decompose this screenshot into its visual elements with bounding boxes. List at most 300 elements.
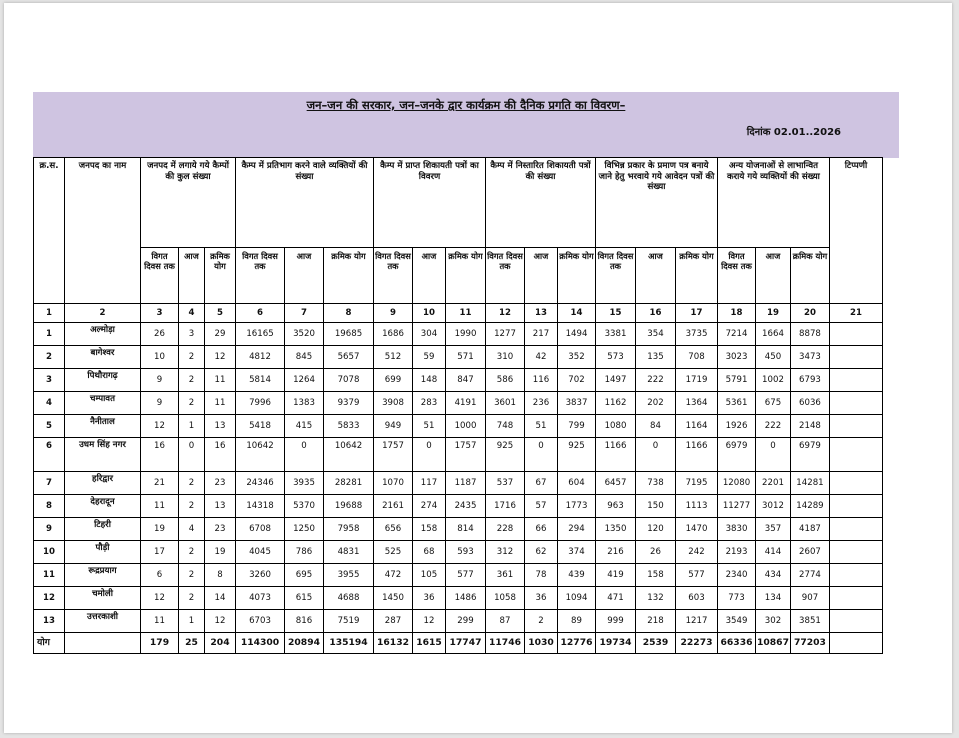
subheader-today: आज: [285, 248, 324, 304]
value-cell: 2435: [446, 495, 486, 518]
column-number-cell: 17: [676, 304, 718, 323]
total-label-cell: योग: [34, 633, 65, 654]
value-cell: 12: [141, 415, 179, 438]
value-cell: 3549: [718, 610, 756, 633]
value-cell: 7958: [324, 518, 374, 541]
value-cell: 1926: [718, 415, 756, 438]
value-cell: 512: [374, 346, 413, 369]
value-cell: 773: [718, 587, 756, 610]
value-cell: 51: [413, 415, 446, 438]
total-remarks-cell: [829, 633, 882, 654]
value-cell: 3601: [486, 392, 525, 415]
value-cell: 907: [790, 587, 829, 610]
serial-number-cell: 2: [34, 346, 65, 369]
value-cell: 814: [446, 518, 486, 541]
value-cell: 1250: [285, 518, 324, 541]
value-cell: 1187: [446, 472, 486, 495]
value-cell: 8878: [790, 323, 829, 346]
value-cell: 7519: [324, 610, 374, 633]
value-cell: 738: [636, 472, 676, 495]
progress-table: [33, 157, 883, 654]
table-row: [34, 415, 883, 438]
value-cell: 471: [596, 587, 636, 610]
value-cell: 1383: [285, 392, 324, 415]
value-cell: 8: [205, 564, 236, 587]
value-cell: 5791: [718, 369, 756, 392]
value-cell: 66: [525, 518, 558, 541]
value-cell: 116: [525, 369, 558, 392]
value-cell: 26: [141, 323, 179, 346]
value-cell: 675: [756, 392, 791, 415]
value-cell: 287: [374, 610, 413, 633]
district-name-cell: पौड़ी: [65, 541, 141, 564]
value-cell: 6036: [790, 392, 829, 415]
total-value-cell: 19734: [596, 633, 636, 654]
value-cell: 1494: [558, 323, 596, 346]
value-cell: 12: [141, 587, 179, 610]
table-row: [34, 438, 883, 472]
value-cell: 2148: [790, 415, 829, 438]
value-cell: 242: [676, 541, 718, 564]
value-cell: 0: [179, 438, 205, 472]
value-cell: 132: [636, 587, 676, 610]
value-cell: 216: [596, 541, 636, 564]
remarks-cell: [829, 587, 882, 610]
total-row: [34, 633, 883, 654]
subheader-cumulative: क्रमिक योग: [790, 248, 829, 304]
value-cell: 537: [486, 472, 525, 495]
value-cell: 12: [205, 610, 236, 633]
value-cell: 4812: [236, 346, 285, 369]
value-cell: 11: [205, 369, 236, 392]
value-cell: 2161: [374, 495, 413, 518]
value-cell: 158: [636, 564, 676, 587]
header-complaints: कैम्प में प्राप्त शिकायती पत्रों का विवरण: [374, 158, 486, 248]
value-cell: 1757: [374, 438, 413, 472]
column-number-cell: 3: [141, 304, 179, 323]
column-number-cell: 18: [718, 304, 756, 323]
value-cell: 9379: [324, 392, 374, 415]
district-name-cell: उधम सिंह नगर: [65, 438, 141, 472]
value-cell: 374: [558, 541, 596, 564]
remarks-cell: [829, 541, 882, 564]
district-name-cell: हरिद्वार: [65, 472, 141, 495]
value-cell: 3908: [374, 392, 413, 415]
subheader-previous: विगत दिवस तक: [718, 248, 756, 304]
header-resolved: कैम्प में निस्तारित शिकायती पत्रों की संख्या: [486, 158, 596, 248]
value-cell: 1350: [596, 518, 636, 541]
value-cell: 19688: [324, 495, 374, 518]
value-cell: 604: [558, 472, 596, 495]
serial-number-cell: 12: [34, 587, 65, 610]
total-value-cell: 77203: [790, 633, 829, 654]
column-number-cell: 14: [558, 304, 596, 323]
value-cell: 3520: [285, 323, 324, 346]
value-cell: 577: [446, 564, 486, 587]
subheader-today: आज: [179, 248, 205, 304]
column-number-cell: 10: [413, 304, 446, 323]
value-cell: 1217: [676, 610, 718, 633]
remarks-cell: [829, 392, 882, 415]
value-cell: 5418: [236, 415, 285, 438]
value-cell: 1470: [676, 518, 718, 541]
value-cell: 19: [205, 541, 236, 564]
value-cell: 450: [756, 346, 791, 369]
value-cell: 1002: [756, 369, 791, 392]
district-name-cell: पिथौरागढ़: [65, 369, 141, 392]
district-name-cell: देहरादून: [65, 495, 141, 518]
value-cell: 1664: [756, 323, 791, 346]
value-cell: 135: [636, 346, 676, 369]
total-value-cell: 20894: [285, 633, 324, 654]
value-cell: 3935: [285, 472, 324, 495]
value-cell: 354: [636, 323, 676, 346]
value-cell: 217: [525, 323, 558, 346]
value-cell: 51: [525, 415, 558, 438]
remarks-cell: [829, 438, 882, 472]
header-participants: कैम्प में प्रतिभाग करने वाले व्यक्तियों की संख्या: [236, 158, 374, 248]
value-cell: 14318: [236, 495, 285, 518]
value-cell: 615: [285, 587, 324, 610]
value-cell: 434: [756, 564, 791, 587]
value-cell: 23: [205, 472, 236, 495]
subheader-today: आज: [525, 248, 558, 304]
value-cell: 708: [676, 346, 718, 369]
value-cell: 1990: [446, 323, 486, 346]
value-cell: 3735: [676, 323, 718, 346]
value-cell: 2: [179, 369, 205, 392]
value-cell: 202: [636, 392, 676, 415]
total-value-cell: 16132: [374, 633, 413, 654]
remarks-cell: [829, 323, 882, 346]
value-cell: 10: [141, 346, 179, 369]
value-cell: 999: [596, 610, 636, 633]
total-value-cell: 22273: [676, 633, 718, 654]
column-number-cell: 11: [446, 304, 486, 323]
value-cell: 357: [756, 518, 791, 541]
report-date: दिनांक 02.01..2026: [746, 127, 841, 138]
title-banner: [33, 92, 899, 158]
total-value-cell: 66336: [718, 633, 756, 654]
total-value-cell: 11746: [486, 633, 525, 654]
value-cell: 218: [636, 610, 676, 633]
value-cell: 105: [413, 564, 446, 587]
value-cell: 222: [756, 415, 791, 438]
value-cell: 3837: [558, 392, 596, 415]
value-cell: 11: [205, 392, 236, 415]
total-value-cell: 1030: [525, 633, 558, 654]
serial-number-cell: 6: [34, 438, 65, 472]
value-cell: 571: [446, 346, 486, 369]
column-number-cell: 2: [65, 304, 141, 323]
value-cell: 310: [486, 346, 525, 369]
header-benefited: अन्य योजनाओं से लाभान्वित कराये गये व्यक्तियों की संख्या: [718, 158, 830, 248]
value-cell: 84: [636, 415, 676, 438]
value-cell: 2: [179, 392, 205, 415]
value-cell: 5657: [324, 346, 374, 369]
value-cell: 3955: [324, 564, 374, 587]
value-cell: 120: [636, 518, 676, 541]
table-row: [34, 587, 883, 610]
district-name-cell: नैनीताल: [65, 415, 141, 438]
value-cell: 11: [141, 495, 179, 518]
subheader-cumulative: क्रमिक योग: [324, 248, 374, 304]
value-cell: 4688: [324, 587, 374, 610]
report-title: जन–जन की सरकार, जन–जनके द्वार कार्यक्रम की दैनिक प्रगति का विवरण–: [306, 98, 626, 112]
district-name-cell: उत्तरकाशी: [65, 610, 141, 633]
column-number-cell: 1: [34, 304, 65, 323]
value-cell: 158: [413, 518, 446, 541]
total-value-cell: 204: [205, 633, 236, 654]
value-cell: 963: [596, 495, 636, 518]
serial-number-cell: 1: [34, 323, 65, 346]
value-cell: 4: [179, 518, 205, 541]
subheader-cumulative: क्रमिक योग: [676, 248, 718, 304]
value-cell: 6457: [596, 472, 636, 495]
value-cell: 68: [413, 541, 446, 564]
table-row: [34, 495, 883, 518]
value-cell: 17: [141, 541, 179, 564]
value-cell: 5361: [718, 392, 756, 415]
value-cell: 29: [205, 323, 236, 346]
value-cell: 24346: [236, 472, 285, 495]
column-number-cell: 6: [236, 304, 285, 323]
value-cell: 2774: [790, 564, 829, 587]
value-cell: 6708: [236, 518, 285, 541]
value-cell: 2340: [718, 564, 756, 587]
value-cell: 13: [205, 415, 236, 438]
value-cell: 9: [141, 369, 179, 392]
table-row: [34, 392, 883, 415]
value-cell: 7996: [236, 392, 285, 415]
value-cell: 5370: [285, 495, 324, 518]
table-row: [34, 472, 883, 495]
header-sno: क्र.स.: [34, 158, 65, 304]
value-cell: 3: [179, 323, 205, 346]
value-cell: 0: [525, 438, 558, 472]
district-name-cell: बागेश्वर: [65, 346, 141, 369]
value-cell: 1000: [446, 415, 486, 438]
value-cell: 352: [558, 346, 596, 369]
value-cell: 148: [413, 369, 446, 392]
header-district: जनपद का नाम: [65, 158, 141, 304]
value-cell: 702: [558, 369, 596, 392]
value-cell: 21: [141, 472, 179, 495]
value-cell: 14289: [790, 495, 829, 518]
value-cell: 7195: [676, 472, 718, 495]
value-cell: 419: [596, 564, 636, 587]
value-cell: 949: [374, 415, 413, 438]
value-cell: 294: [558, 518, 596, 541]
table-row: [34, 610, 883, 633]
value-cell: 1486: [446, 587, 486, 610]
table-row: [34, 564, 883, 587]
total-value-cell: 25: [179, 633, 205, 654]
value-cell: 28281: [324, 472, 374, 495]
column-number-cell: 15: [596, 304, 636, 323]
value-cell: 26: [636, 541, 676, 564]
value-cell: 6793: [790, 369, 829, 392]
value-cell: 2: [525, 610, 558, 633]
value-cell: 117: [413, 472, 446, 495]
value-cell: 586: [486, 369, 525, 392]
district-name-cell: चम्पावत: [65, 392, 141, 415]
subheader-today: आज: [636, 248, 676, 304]
value-cell: 16165: [236, 323, 285, 346]
value-cell: 695: [285, 564, 324, 587]
value-cell: 2201: [756, 472, 791, 495]
total-value-cell: 179: [141, 633, 179, 654]
subheader-previous: विगत दिवस तक: [486, 248, 525, 304]
value-cell: 925: [558, 438, 596, 472]
value-cell: 3260: [236, 564, 285, 587]
value-cell: 1450: [374, 587, 413, 610]
header-remarks: टिप्पणी: [829, 158, 882, 304]
value-cell: 847: [446, 369, 486, 392]
column-number-cell: 21: [829, 304, 882, 323]
value-cell: 1716: [486, 495, 525, 518]
value-cell: 1070: [374, 472, 413, 495]
value-cell: 2: [179, 472, 205, 495]
value-cell: 13: [205, 495, 236, 518]
serial-number-cell: 10: [34, 541, 65, 564]
value-cell: 3830: [718, 518, 756, 541]
value-cell: 7214: [718, 323, 756, 346]
value-cell: 5833: [324, 415, 374, 438]
table-row: [34, 323, 883, 346]
value-cell: 2: [179, 346, 205, 369]
total-value-cell: 12776: [558, 633, 596, 654]
value-cell: 699: [374, 369, 413, 392]
subheader-today: आज: [756, 248, 791, 304]
total-value-cell: 1615: [413, 633, 446, 654]
total-blank-cell: [65, 633, 141, 654]
value-cell: 1773: [558, 495, 596, 518]
value-cell: 62: [525, 541, 558, 564]
value-cell: 748: [486, 415, 525, 438]
total-value-cell: 114300: [236, 633, 285, 654]
district-name-cell: अल्मोड़ा: [65, 323, 141, 346]
value-cell: 16: [205, 438, 236, 472]
value-cell: 3851: [790, 610, 829, 633]
value-cell: 1113: [676, 495, 718, 518]
value-cell: 11277: [718, 495, 756, 518]
value-cell: 2: [179, 541, 205, 564]
remarks-cell: [829, 415, 882, 438]
remarks-cell: [829, 369, 882, 392]
value-cell: 361: [486, 564, 525, 587]
value-cell: 16: [141, 438, 179, 472]
value-cell: 4187: [790, 518, 829, 541]
district-name-cell: रूद्रप्रयाग: [65, 564, 141, 587]
value-cell: 222: [636, 369, 676, 392]
value-cell: 2: [179, 587, 205, 610]
value-cell: 799: [558, 415, 596, 438]
value-cell: 0: [285, 438, 324, 472]
value-cell: 1277: [486, 323, 525, 346]
value-cell: 0: [756, 438, 791, 472]
value-cell: 0: [636, 438, 676, 472]
value-cell: 274: [413, 495, 446, 518]
table-row: [34, 541, 883, 564]
column-number-cell: 19: [756, 304, 791, 323]
subheader-previous: विगत दिवस तक: [596, 248, 636, 304]
serial-number-cell: 4: [34, 392, 65, 415]
table-row: [34, 369, 883, 392]
value-cell: 12: [205, 346, 236, 369]
value-cell: 228: [486, 518, 525, 541]
column-number-cell: 16: [636, 304, 676, 323]
column-number-cell: 12: [486, 304, 525, 323]
value-cell: 283: [413, 392, 446, 415]
value-cell: 134: [756, 587, 791, 610]
value-cell: 12080: [718, 472, 756, 495]
value-cell: 925: [486, 438, 525, 472]
value-cell: 9: [141, 392, 179, 415]
column-number-cell: 8: [324, 304, 374, 323]
value-cell: 59: [413, 346, 446, 369]
value-cell: 1686: [374, 323, 413, 346]
value-cell: 2: [179, 564, 205, 587]
value-cell: 603: [676, 587, 718, 610]
total-value-cell: 17747: [446, 633, 486, 654]
value-cell: 78: [525, 564, 558, 587]
value-cell: 11: [141, 610, 179, 633]
value-cell: 816: [285, 610, 324, 633]
serial-number-cell: 8: [34, 495, 65, 518]
value-cell: 0: [413, 438, 446, 472]
value-cell: 593: [446, 541, 486, 564]
remarks-cell: [829, 495, 882, 518]
value-cell: 67: [525, 472, 558, 495]
value-cell: 10642: [236, 438, 285, 472]
value-cell: 10642: [324, 438, 374, 472]
value-cell: 786: [285, 541, 324, 564]
value-cell: 19: [141, 518, 179, 541]
value-cell: 89: [558, 610, 596, 633]
column-number-cell: 13: [525, 304, 558, 323]
value-cell: 1162: [596, 392, 636, 415]
value-cell: 1: [179, 415, 205, 438]
value-cell: 3023: [718, 346, 756, 369]
value-cell: 1264: [285, 369, 324, 392]
subheader-previous: विगत दिवस तक: [374, 248, 413, 304]
table-row: [34, 518, 883, 541]
subheader-cumulative: क्रमिक योग: [205, 248, 236, 304]
value-cell: 42: [525, 346, 558, 369]
value-cell: 150: [636, 495, 676, 518]
serial-number-cell: 3: [34, 369, 65, 392]
value-cell: 36: [413, 587, 446, 610]
value-cell: 36: [525, 587, 558, 610]
value-cell: 6979: [790, 438, 829, 472]
remarks-cell: [829, 610, 882, 633]
value-cell: 299: [446, 610, 486, 633]
value-cell: 4045: [236, 541, 285, 564]
serial-number-cell: 5: [34, 415, 65, 438]
serial-number-cell: 11: [34, 564, 65, 587]
value-cell: 472: [374, 564, 413, 587]
value-cell: 577: [676, 564, 718, 587]
value-cell: 573: [596, 346, 636, 369]
column-number-cell: 20: [790, 304, 829, 323]
value-cell: 845: [285, 346, 324, 369]
value-cell: 1080: [596, 415, 636, 438]
value-cell: 1364: [676, 392, 718, 415]
table-row: [34, 346, 883, 369]
value-cell: 6: [141, 564, 179, 587]
value-cell: 1166: [676, 438, 718, 472]
